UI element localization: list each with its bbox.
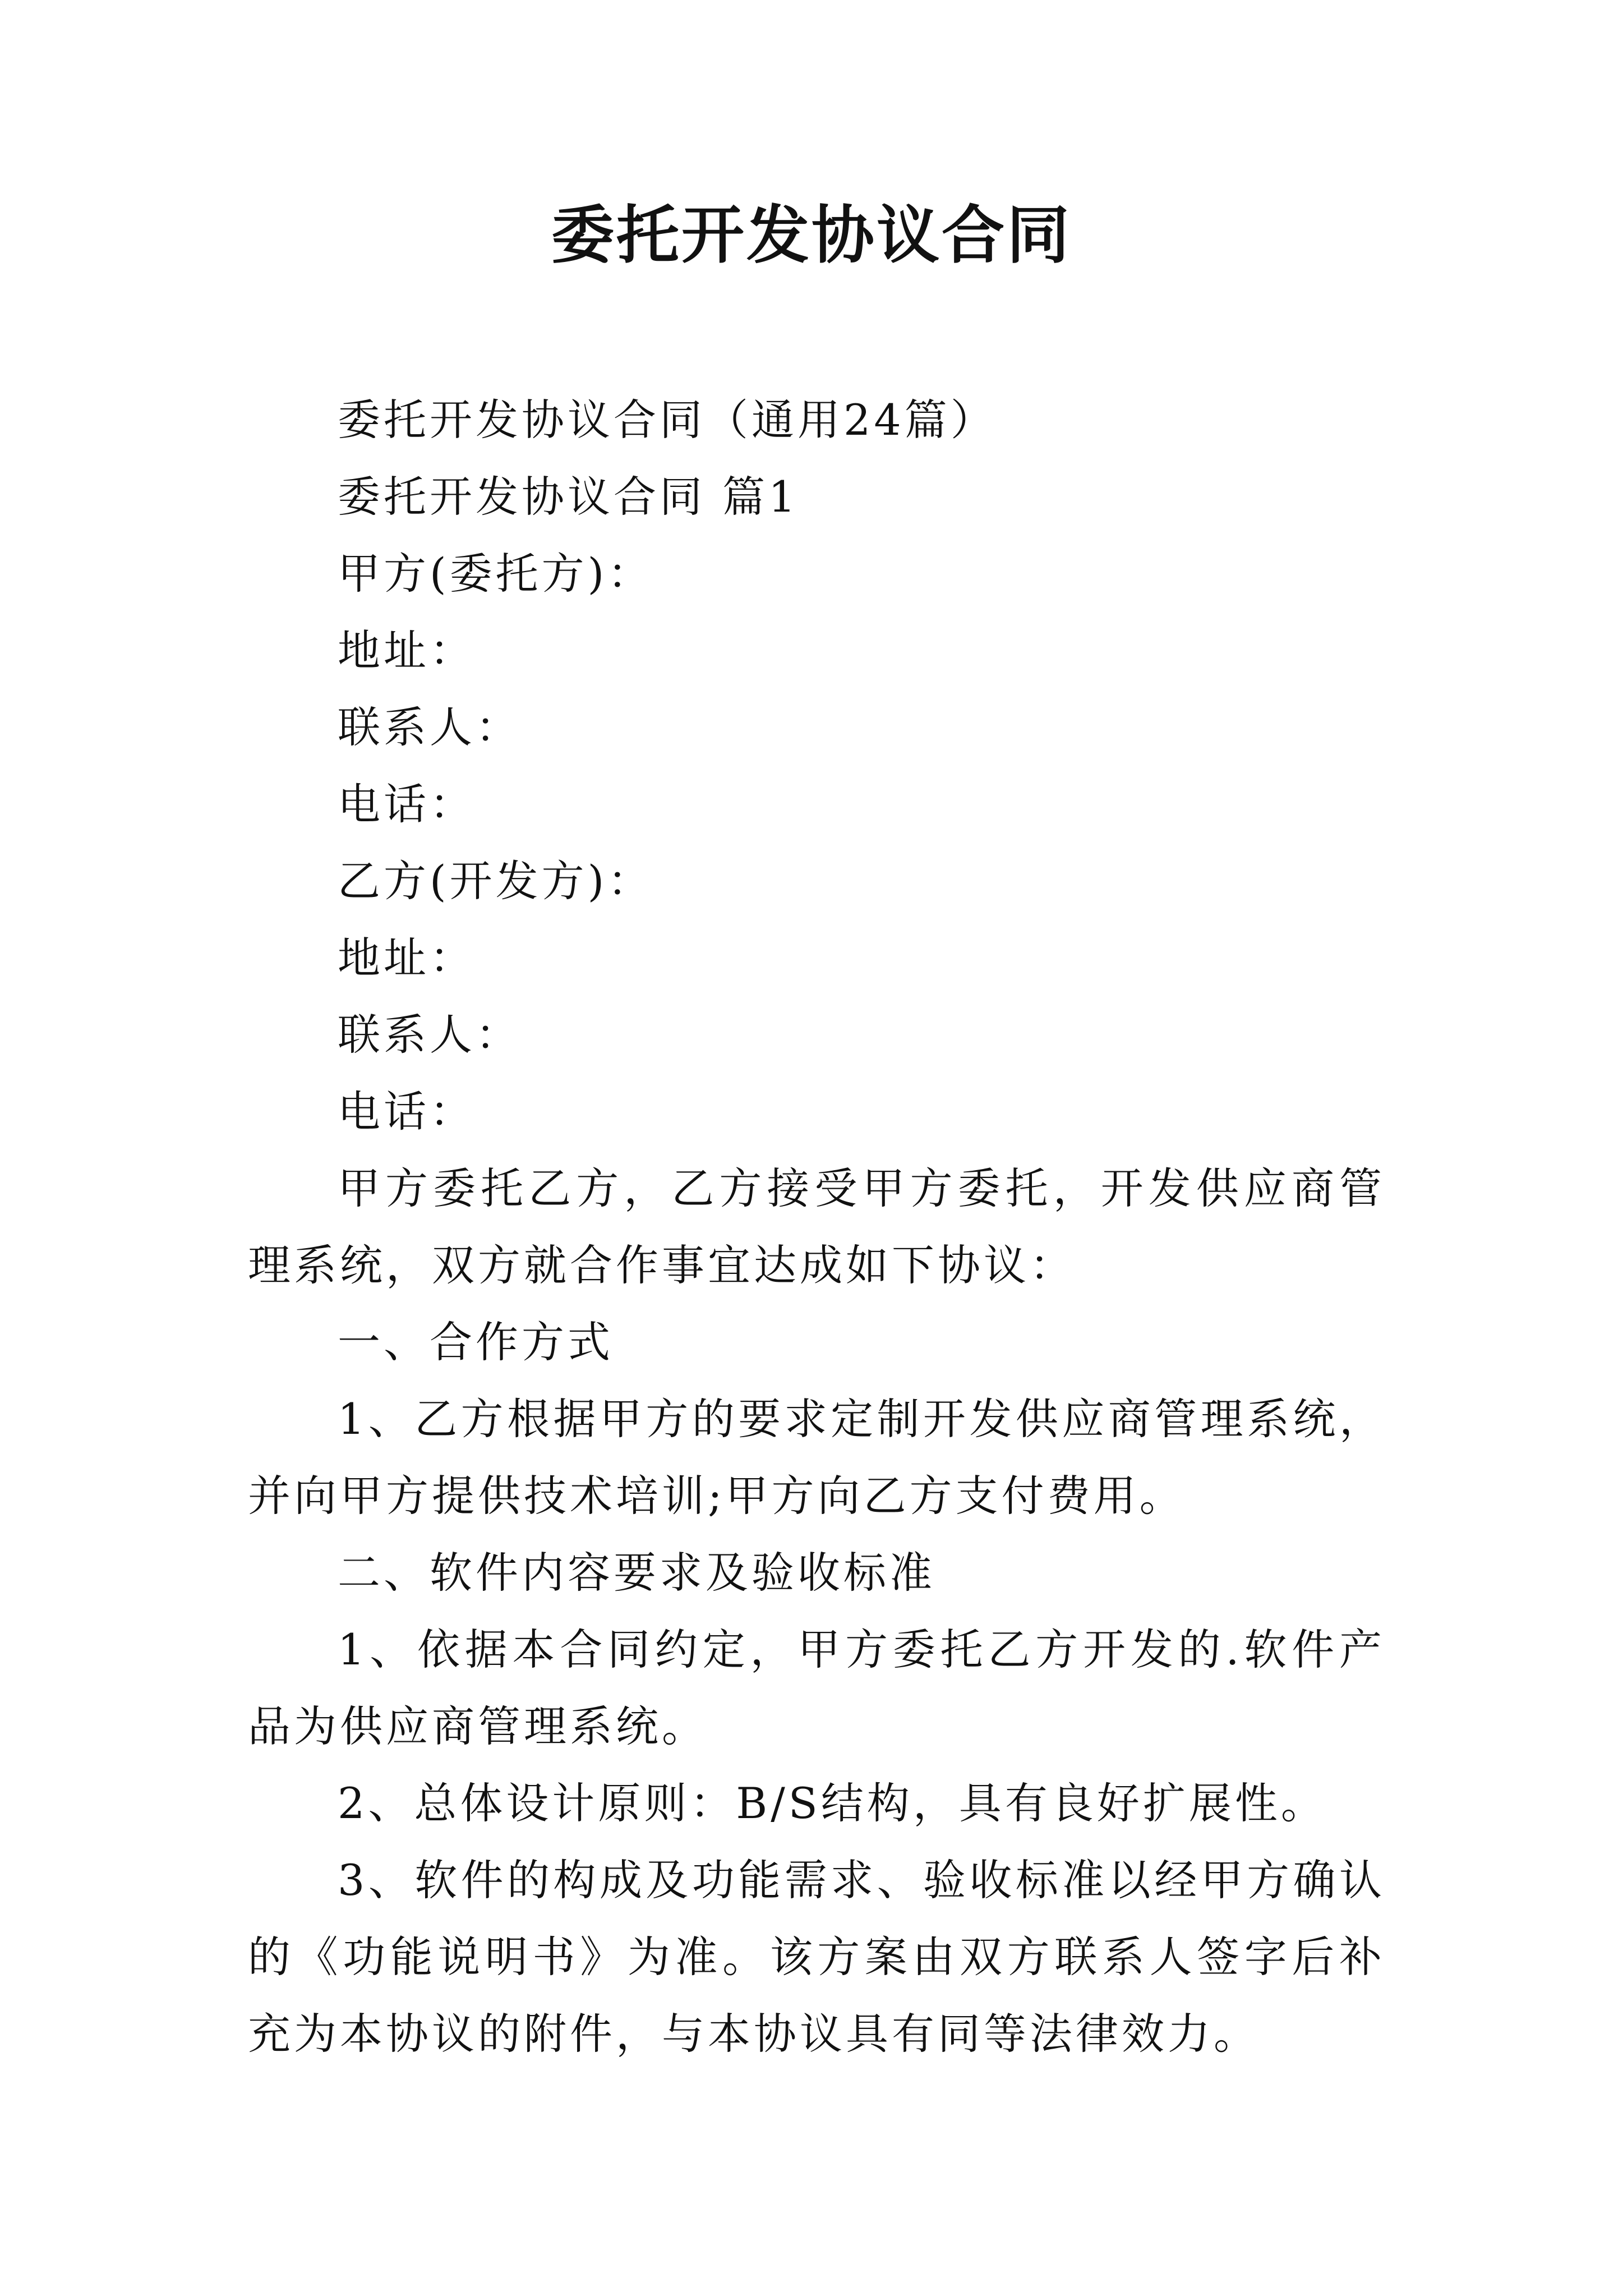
- paragraph-chapter-heading: 委托开发协议合同 篇1: [338, 472, 799, 522]
- paragraph-party-a-address: 地址：: [338, 625, 476, 675]
- paragraph-party-a: 甲方(委托方)：: [338, 549, 654, 599]
- paragraph-party-a-phone: 电话：: [338, 779, 476, 829]
- paragraph-party-b-address: 地址：: [338, 933, 476, 983]
- paragraph-requirements-1: 1、依据本合同约定，甲方委托乙方开发的.软件产品为供应商管理系统。: [248, 1625, 1385, 1751]
- paragraph-requirements-3: 3、软件的构成及功能需求、验收标准以经甲方确认的《功能说明书》为准。该方案由双方联系人签字后补充为本协议的附件，与本协议具有同等法律效力。: [248, 1855, 1385, 2059]
- document-body: [248, 381, 1385, 2072]
- paragraph-requirements-2: 2、总体设计原则：B/S结构，具有良好扩展性。: [338, 1778, 1327, 1828]
- section-heading-cooperation: 一、合作方式: [338, 1317, 614, 1367]
- paragraph-party-b-phone: 电话：: [338, 1087, 476, 1137]
- document-title: 委托开发协议合同: [551, 199, 1072, 272]
- paragraph-cooperation-1: 1、乙方根据甲方的要求定制开发供应商管理系统，并向甲方提供技术培训;甲方向乙方支付费用。: [248, 1394, 1385, 1521]
- paragraph-subtitle: 委托开发协议合同（通用24篇）: [338, 395, 997, 445]
- paragraph-party-b-contact: 联系人：: [338, 1010, 522, 1060]
- paragraph-intro: 甲方委托乙方，乙方接受甲方委托，开发供应商管理系统，双方就合作事宜达成如下协议：: [248, 1163, 1385, 1290]
- paragraph-party-b: 乙方(开发方)：: [338, 856, 654, 906]
- section-heading-requirements: 二、软件内容要求及验收标准: [338, 1548, 935, 1598]
- paragraph-party-a-contact: 联系人：: [338, 702, 522, 752]
